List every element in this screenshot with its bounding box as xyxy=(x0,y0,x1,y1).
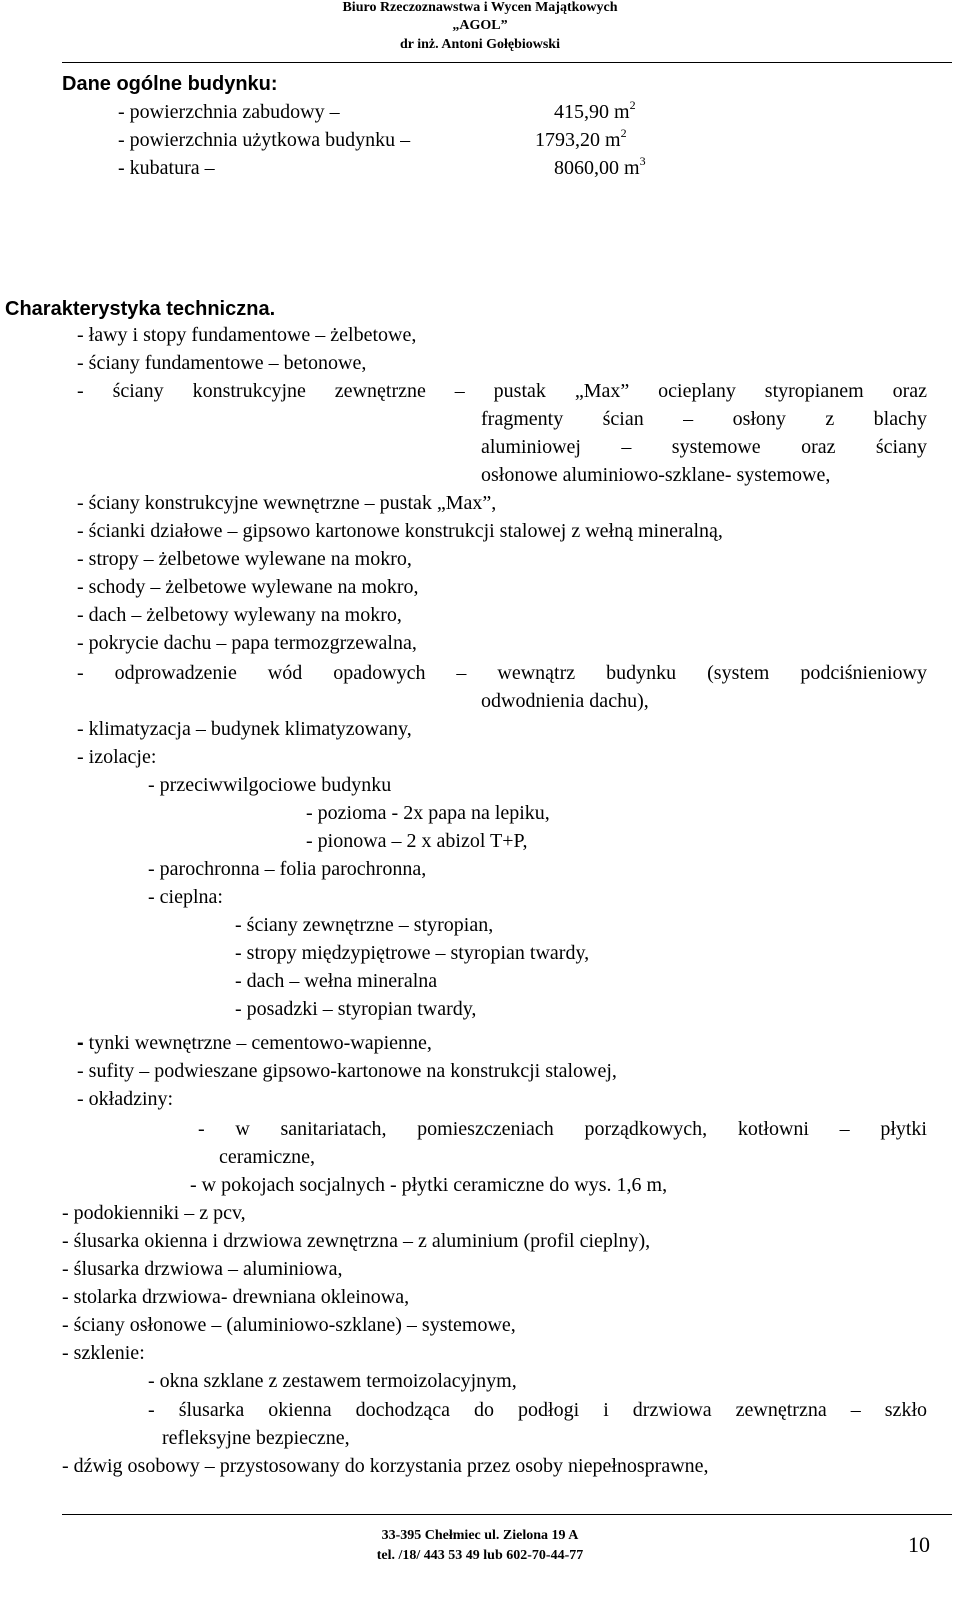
footer-rule xyxy=(62,1514,952,1515)
tech-item: - ściany fundamentowe – betonowe, xyxy=(77,352,367,374)
tech-subitem: - parochronna – folia parochronna, xyxy=(148,858,427,880)
general-item-value: 8060,00 $m^3$ xyxy=(554,154,646,179)
tech-item: - ławy i stopy fundamentowe – żelbetowe, xyxy=(77,324,417,346)
tech-subitem: - ślusarka okienna dochodząca do podłogi i drzwiowa zewnętrzna – szkło xyxy=(148,1399,927,1421)
tech-subsubitem: - dach – wełna mineralna xyxy=(235,970,438,992)
tech-subsubitem: - stropy międzypiętrowe – styropian twardy, xyxy=(235,942,590,964)
tech-item: - odprowadzenie wód opadowych – wewnątrz budynku (system podciśnieniowy xyxy=(77,662,927,684)
tech-item-continuation: aluminiowej – systemowe oraz ściany xyxy=(481,436,927,458)
tech-item: - schody – żelbetowe wylewane na mokro, xyxy=(77,576,419,598)
general-item-label: - powierzchnia użytkowa budynku – xyxy=(118,129,411,151)
general-item-value: 415,90 $m^2$ xyxy=(554,98,636,123)
tech-item: - szklenie: xyxy=(62,1342,145,1364)
tech-subsubitem: - ściany zewnętrzne – styropian, xyxy=(235,914,494,936)
tech-item: - tynki wewnętrzne – cementowo-wapienne, xyxy=(77,1032,432,1054)
general-item-value: 1793,20 $m^2$ xyxy=(535,126,627,151)
tech-item: - podokienniki – z pcv, xyxy=(62,1202,246,1224)
tech-subitem: - w sanitariatach, pomieszczeniach porządkowych, kotłowni – płytki xyxy=(198,1118,927,1140)
tech-item: - ściany konstrukcyjne zewnętrzne – pustak „Max” ocieplany styropianem oraz xyxy=(77,380,927,402)
tech-item: - klimatyzacja – budynek klimatyzowany, xyxy=(77,718,412,740)
page-number: 10 xyxy=(908,1532,930,1557)
tech-subitem-continuation: refleksyjne bezpieczne, xyxy=(162,1427,350,1449)
tech-item: - ścianki działowe – gipsowo kartonowe konstrukcji stalowej z wełną mineralną, xyxy=(77,520,723,542)
tech-item: - stropy – żelbetowe wylewane na mokro, xyxy=(77,548,412,570)
tech-item: - sufity – podwieszane gipsowo-kartonowe na konstrukcji stalowej, xyxy=(77,1060,617,1082)
tech-subsubitem: - pozioma - 2x papa na lepiku, xyxy=(306,802,550,824)
tech-item: - okładziny: xyxy=(77,1088,174,1110)
tech-subitem: - cieplna: xyxy=(148,886,223,908)
tech-item: - ściany konstrukcyjne wewnętrzne – pustak „Max”, xyxy=(77,492,497,514)
tech-item: - izolacje: xyxy=(77,746,157,768)
header-company-name: „AGOL” xyxy=(452,18,508,33)
tech-item: - ślusarka drzwiowa – aluminiowa, xyxy=(62,1258,343,1280)
tech-item: - pokrycie dachu – papa termozgrzewalna, xyxy=(77,632,417,654)
bold-dash: - xyxy=(77,1032,84,1054)
tech-item: - stolarka drzwiowa- drewniana okleinowa, xyxy=(62,1286,410,1308)
tech-title: Charakterystyka techniczna. xyxy=(5,298,276,320)
tech-item-continuation: osłonowe aluminiowo-szklane- systemowe, xyxy=(481,464,831,486)
tech-subitem: - przeciwwilgociowe budynku xyxy=(148,774,392,796)
footer-address: 33-395 Chełmiec ul. Zielona 19 A xyxy=(381,1528,579,1543)
general-item-label: - powierzchnia zabudowy – xyxy=(118,101,340,123)
tech-subitem-continuation: ceramiczne, xyxy=(219,1146,316,1168)
tech-item: - ślusarka okienna i drzwiowa zewnętrzna – z aluminium (profil cieplny), xyxy=(62,1230,651,1252)
general-item-label: - kubatura – xyxy=(118,157,215,179)
tech-item-continuation: fragmenty ścian – osłony z blachy xyxy=(481,408,927,430)
footer-phone: tel. /18/ 443 53 49 lub 602-70-44-77 xyxy=(376,1548,584,1563)
tech-subsubitem: - pionowa – 2 x abizol T+P, xyxy=(306,830,528,852)
header-company: Biuro Rzeczoznawstwa i Wycen Majątkowych xyxy=(342,0,618,15)
general-title: Dane ogólne budynku: xyxy=(62,73,278,95)
tech-item: - dźwig osobowy – przystosowany do korzystania przez osoby niepełnosprawne, xyxy=(62,1455,709,1477)
tech-item: - ściany osłonowe – (aluminiowo-szklane) – systemowe, xyxy=(62,1314,516,1336)
tech-item: - dach – żelbetowy wylewany na mokro, xyxy=(77,604,402,626)
tech-subitem: - okna szklane z zestawem termoizolacyjnym, xyxy=(148,1370,517,1392)
tech-subitem: - w pokojach socjalnych - płytki ceramiczne do wys. 1,6 m, xyxy=(190,1174,668,1196)
tech-item-continuation: odwodnienia dachu), xyxy=(481,690,649,712)
header-rule xyxy=(62,62,952,63)
header-author: dr inż. Antoni Gołębiowski xyxy=(399,37,560,52)
tech-subsubitem: - posadzki – styropian twardy, xyxy=(235,998,477,1020)
